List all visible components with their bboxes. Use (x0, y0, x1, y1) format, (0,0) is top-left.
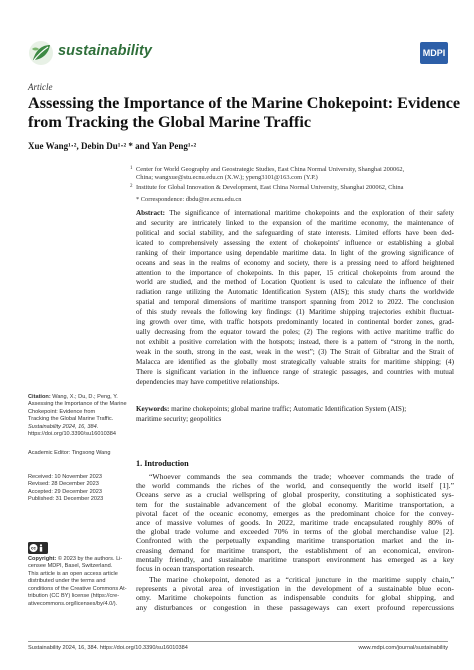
footer-divider (28, 641, 448, 642)
abstract-line: oceans and seas in the realms of economy and society, there is a pressing need to afford heightened (136, 258, 454, 267)
citation-line: Chokepoint: Evidence from (28, 408, 96, 415)
body-line: omy. Maritime chokepoints function as indispensable conduits for global shipping, and (136, 593, 454, 603)
abstract-line: icated to comprehensively assessing the extent of chokepoints' influence or establishing a global (136, 238, 454, 247)
affiliation-1 (130, 166, 456, 183)
affiliation-line: China; wangxue@stu.ecnu.edu.cn (X.W.); ypeng3101@163.com (Y.P.) (136, 174, 318, 182)
body-line: the world commands the riches of the world, and consequently the world itself [1].” (136, 481, 454, 491)
intro-paragraph-2 (136, 575, 454, 612)
abstract-line: of this study reveals the following key findings: (1) Maritime shipping trajectories exhibit fluctuat- (136, 308, 454, 317)
body-line: “Whoever commands the sea commands the trade; whoever commands the trade of (149, 472, 454, 481)
copyright-line: censee MDPI, Basel, Switzerland. (28, 563, 113, 570)
abstract-line: dependencies may have competitive relationships. (136, 377, 280, 386)
copyright-line: © 2023 by the authors. Li- (57, 556, 123, 562)
abstract (136, 209, 454, 388)
abstract-line: spatial and temporal dimensions of maritime transport spanning from 2012 to 2022. The conclusion (136, 298, 454, 307)
paper-title (28, 94, 461, 132)
citation-line: Wang, X.; Du, D.; Peng, Y. (52, 394, 118, 400)
footer-citation: Sustainability 2024, 16, 384. https://doi.org/10.3390/su16010384 (28, 645, 188, 651)
citation-doi-link[interactable]: https://doi.org/10.3390/su16010384 (28, 431, 117, 438)
body-line: ance of massive volumes of goods. In 2022, maritime trade encapsulated roughly 80% of (136, 518, 454, 528)
affiliation-number: 2 (130, 184, 133, 189)
body-line: pivotal facet of the oceanic economy, emerges as the predominant choice for the convey- (136, 508, 454, 518)
keywords-label: Keywords: (136, 405, 170, 413)
copyright-label: Copyright: (28, 556, 57, 562)
body-line: represents a pivotal area of investigation in the development of a sustainable blue econ- (136, 584, 454, 594)
body-line: focus in ocean transportation research. (136, 564, 255, 574)
citation-block (28, 394, 127, 439)
abstract-line: political and social stability, and the safeguarding of state interests. Limited efforts have been ded- (136, 228, 454, 237)
title-line: from Tracking the Global Marine Traffic (28, 113, 312, 131)
keywords-line: maritime security; geopolitics (136, 414, 222, 423)
abstract-line: ually decreasing from the equator toward the poles; (2) The regions with active maritime traffic do (136, 328, 454, 337)
section-heading: 1. Introduction (136, 459, 189, 468)
body-line: mentally friendly, and sustainable maritime transport environment has emerged as a key (136, 554, 454, 564)
date-accepted: Accepted: 29 December 2023 (28, 488, 103, 495)
copyright-block (28, 556, 127, 608)
author-list: Xue Wang¹·², Debin Du¹·² * and Yan Peng¹·² (28, 141, 197, 151)
citation-label: Citation: (28, 394, 51, 400)
article-type: Article (28, 82, 53, 92)
abstract-line: The significance of international maritime chokepoints and the exploration of their safety (169, 209, 454, 217)
abstract-line: ing growth over time, with traffic hotspots predominantly located in continental border zones, grad- (136, 318, 454, 327)
citation-line: Tracking the Global Marine Traffic. (28, 416, 114, 423)
svg-text:cc: cc (31, 545, 36, 551)
body-line: creasing demand for maritime transport, the establishment of an economical, environ- (136, 545, 454, 555)
body-line: The marine chokepoint, denoted as a “critical juncture in the maritime supply chain,” (149, 575, 454, 584)
copyright-line: distributed under the terms and (28, 578, 106, 585)
copyright-line: tribution (CC BY) license (https://cre- (28, 593, 120, 600)
abstract-line: Malacca are identified as the globally most strategically valuable straits for maritime shipping; (4) (136, 357, 454, 366)
date-received: Received: 10 November 2023 (28, 474, 103, 480)
title-line: Assessing the Importance of the Marine Chokepoint: Evidence (28, 94, 461, 112)
abstract-line: ranking of their importance using dependable maritime data. In light of the growing significance of (136, 248, 454, 257)
cc-by-license-icon[interactable] (28, 541, 48, 553)
abstract-line: weak in the south, strong in the east, weak in the west”; (3) The Strait of Gibraltar and the Strait of (136, 347, 454, 356)
keywords (136, 405, 454, 425)
footer-journal-link[interactable]: www.mdpi.com/journal/sustainability (358, 645, 448, 651)
abstract-line: radiation range utilizing the Automatic Identification System (AIS); this study charts the worldwide (136, 288, 454, 297)
copyright-line: This article is an open access article (28, 570, 118, 577)
body-line: tem for the sustainable advancement of the global economy. Maritime transportation, a (136, 499, 454, 509)
body-line: Confronted with the perpetually expanding maritime transportation market and the in- (136, 536, 454, 546)
abstract-line: attention to the importance of chokepoints. In this paper, 15 critical chokepoints from around the (136, 268, 454, 277)
keywords-line: marine chokepoints; global marine traffic; Automatic Identification System (AIS); (171, 405, 407, 413)
affiliation-number: 1 (130, 166, 133, 171)
abstract-line: not exhibit a positive correlation with the hotspots; instead, there is a pattern of “strong in the north, (136, 337, 454, 346)
correspondence: * Correspondence: dbdu@re.ecnu.edu.cn (136, 196, 242, 203)
dates-block (28, 474, 124, 504)
mdpi-logo: MDPI (420, 42, 448, 64)
affiliation-line: Center for World Geography and Geostrategic Studies, East China Normal University, Shanghai 200062, (136, 166, 405, 173)
date-published: Published: 31 December 2023 (28, 496, 104, 503)
date-revised: Revised: 28 December 2023 (28, 481, 99, 488)
affiliation-2 (130, 184, 456, 192)
body-line: any disturbances or congestion in these passageways can exert profound repercussions (136, 602, 454, 612)
academic-editor: Academic Editor: Tingsong Wang (28, 450, 111, 456)
citation-line: Sustainability 2024, 16, 384. (28, 423, 99, 430)
abstract-label: Abstract: (136, 209, 165, 217)
body-line: the global trade volume and exceeded 70% in terms of the global merchandise value [2]. (136, 527, 454, 537)
copyright-line: ativecommons.org/licenses/by/4.0/). (28, 600, 118, 607)
citation-line: Assessing the Importance of the Marine (28, 401, 127, 408)
copyright-line: conditions of the Creative Commons At- (28, 585, 127, 592)
intro-paragraph-1 (136, 472, 454, 573)
abstract-line: There is significant variation in the influence range of strategic passages, and countries with mutual (136, 367, 454, 376)
abstract-line: world are studied, and the method of Location Quotient is used to calculate the influence of their (136, 278, 454, 287)
body-line: Oceans serve as a crucial wellspring of global prosperity, constituting a sophisticated sys- (136, 490, 454, 500)
sustainability-leaf-icon (28, 40, 54, 66)
abstract-line: and security are intricately linked to the expansion of the maritime economy, the maintenance of (136, 218, 454, 227)
journal-name: sustainability (58, 43, 153, 59)
affiliation-line: Institute for Global Innovation & Development, East China Normal University, Shanghai 200062, China (136, 184, 404, 191)
